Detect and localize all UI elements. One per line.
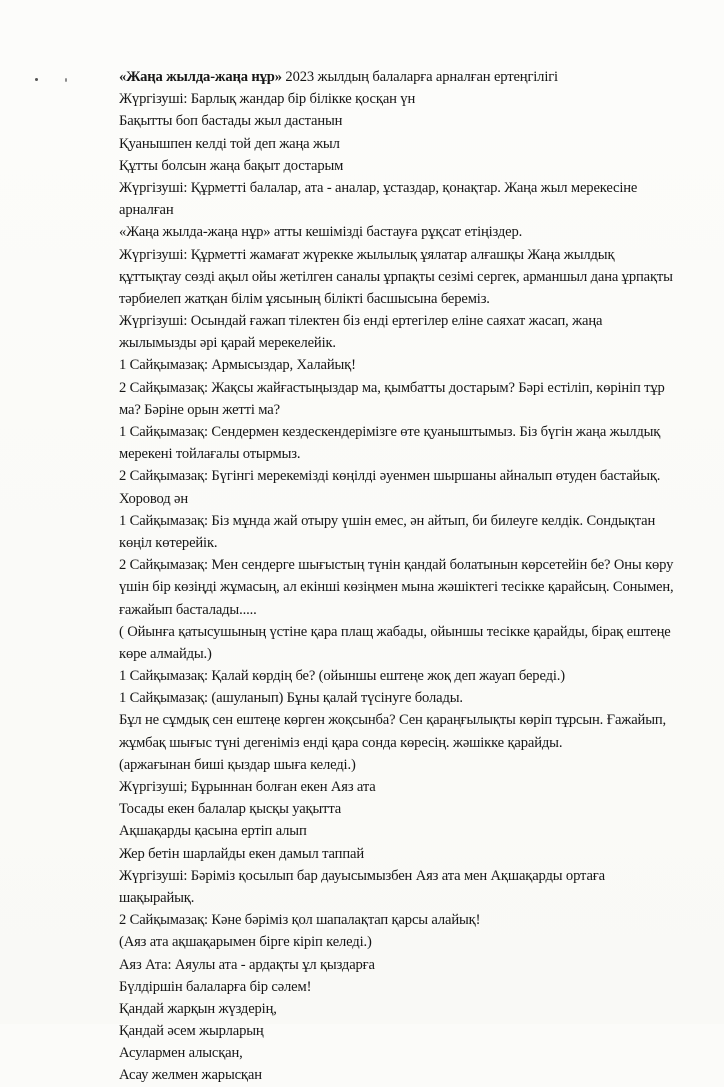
text-line: 2 Сайқымазақ: Мен сендерге шығыстың түнін қандай болатынын көрсетейін бе? Оны көру bbox=[119, 557, 674, 574]
text-line: Бұл не сұмдық сен ештеңе көрген жоқсынба? Сен қараңғылықты көріп тұрсын. Ғажайып, bbox=[119, 712, 667, 729]
text-line: 2 Сайқымазақ: Кәне бәріміз қол шапалақтап қарсы алайық! bbox=[119, 912, 481, 929]
document-body bbox=[119, 66, 699, 1087]
text-line: (аржағынан биші қыздар шыға келеді.) bbox=[119, 756, 356, 773]
margin-speck bbox=[65, 78, 67, 82]
text-line: Қандай әсем жырларың bbox=[119, 1023, 264, 1040]
text-line: көре алмайды.) bbox=[119, 645, 212, 662]
text-line: Бүлдіршін балаларға бір сәлем! bbox=[119, 978, 312, 995]
text-line: құттықтау сөзді ақыл ойы жетілген саналы ұрпақты сезімі сергек, арманшыл дана ұрпақты bbox=[119, 268, 673, 285]
text-line: 2 Сайқымазақ: Бүгінгі мерекемізді көңілді әуенмен шыршаны айналып өтуден бастайық. bbox=[119, 468, 661, 485]
document-title bbox=[119, 66, 699, 88]
text-line: ғажайып басталады..... bbox=[119, 601, 257, 618]
text-line: 1 Сайқымазақ: Армысыздар, Халайық! bbox=[119, 357, 356, 374]
title-rest: 2023 жылдың балаларға арналған ертеңгілігі bbox=[281, 69, 558, 85]
text-line: тәрбиелеп жатқан білім ұясының білікті басшысына береміз. bbox=[119, 290, 490, 307]
text-line: Асулармен алысқан, bbox=[119, 1045, 243, 1062]
text-line: 1 Сайқымазақ: Біз мұнда жай отыру үшін емес, ән айтып, би билеуге келдік. Сондықтан bbox=[119, 512, 656, 529]
text-line: 1 Сайқымазақ: Сендермен кездескендерімізге өте қуаныштымыз. Біз бүгін жаңа жылдық bbox=[119, 424, 661, 440]
text-line: Бақытты боп бастады жыл дастанын bbox=[119, 113, 343, 130]
text-line: Жүргізуші: Құрметті балалар, ата - аналар, ұстаздар, қонақтар. Жаңа жыл мерекесіне bbox=[119, 179, 638, 196]
text-line: Ақшақарды қасына ертіп алып bbox=[119, 823, 307, 840]
margin-speck bbox=[35, 78, 38, 81]
text-line: 2 Сайқымазақ: Жақсы жайғастыңыздар ма, қымбатты достарым? Бәрі естіліп, көрініп тұр bbox=[119, 379, 665, 396]
text-line: үшін бір көзіңді жұмасың, ал екінші көзіңмен мына жәшіктегі тесікке қарайсың. Сонымен, bbox=[119, 579, 674, 596]
text-line: жылымызды әрі қарай мерекелейік. bbox=[119, 335, 336, 352]
text-line: Жүргізуші; Бұрыннан болған екен Аяз ата bbox=[119, 779, 376, 795]
text-line: ( Ойынға қатысушының үстіне қара плащ жабады, ойыншы тесікке қарайды, бірақ ештеңе bbox=[119, 623, 671, 640]
text-line: (Аяз ата ақшақарымен бірге кіріп келеді.) bbox=[119, 934, 372, 951]
text-line: Аяз Ата: Аяулы ата - ардақты ұл қыздарға bbox=[119, 956, 375, 973]
text-line: «Жаңа жылда-жаңа нұр» атты кешімізді бастауға рұқсат етіңіздер. bbox=[119, 224, 523, 241]
text-line: мерекені тойлағалы отырмыз. bbox=[119, 446, 301, 463]
text-line: ма? Бәріне орын жетті ма? bbox=[119, 401, 280, 418]
title-bold-part: «Жаңа жылда-жаңа нұр» bbox=[119, 69, 282, 85]
text-line: жұмбақ шығыс түні дегеніміз енді қара сонда көресің. жәшікке қарайды. bbox=[119, 734, 563, 751]
text-line: Асау желмен жарысқан bbox=[119, 1067, 262, 1084]
text-line: 1 Сайқымазақ: (ашуланып) Бұны қалай түсінуге болады. bbox=[119, 690, 463, 707]
text-line: көңіл көтерейік. bbox=[119, 534, 218, 551]
text-line: Қандай жарқын жүздерің, bbox=[119, 1000, 277, 1017]
text-line: Құтты болсын жаңа бақыт достарым bbox=[119, 157, 344, 174]
text-line: Қуанышпен келді той деп жаңа жыл bbox=[119, 135, 340, 152]
text-line: Жүргізуші: Құрметті жамағат жүрекке жылылық ұялатар алғашқы Жаңа жылдық bbox=[119, 246, 615, 263]
text-line: арналған bbox=[119, 202, 174, 219]
text-line: Жүргізуші: Осындай ғажап тілектен біз енді ертегілер еліне саяхат жасап, жаңа bbox=[119, 313, 603, 330]
text-line: шақырайық. bbox=[119, 889, 195, 906]
text-line: Тосады екен балалар қысқы уақытта bbox=[119, 801, 342, 818]
text-line: Жүргізуші: Бәріміз қосылып бар дауысымызбен Аяз ата мен Ақшақарды ортаға bbox=[119, 867, 605, 884]
text-line: Жер бетін шарлайды екен дамыл таппай bbox=[119, 845, 364, 862]
text-line: 1 Сайқымазақ: Қалай көрдің бе? (ойыншы ештеңе жоқ деп жауап береді.) bbox=[119, 668, 565, 685]
text-line: Хоровод ән bbox=[119, 490, 189, 507]
text-line: Жүргізуші: Барлық жандар бір білікке қосқан үн bbox=[119, 91, 416, 108]
